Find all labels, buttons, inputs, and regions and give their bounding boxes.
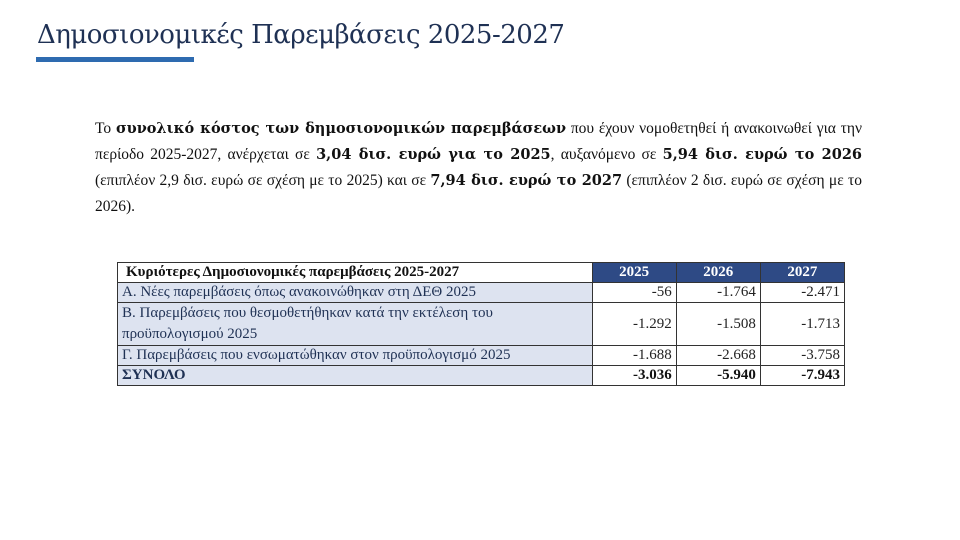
paragraph-bold-text: 5,94 δισ. ευρώ το 2026 [662,146,863,163]
table-total-row [118,366,845,386]
paragraph-bold-text: συνολικό κόστος των δημοσιονομικών παρεμβάσεων [115,120,567,137]
cell-2026: -2.668 [676,346,760,366]
paragraph-text: Το [95,120,116,137]
paragraph-text: (επιπλέον 2 δισ. ευρώ σε σχέση με το 2026). [95,172,862,215]
row-label: Β. Παρεμβάσεις που θεσμοθετήθηκαν κατά την εκτέλεση του προϋπολογισμού 2025 [118,303,593,346]
table-header-2026: 2026 [676,263,760,283]
cell-2026: -1.764 [676,283,760,303]
cell-2027: -1.713 [760,303,844,346]
total-2025: -3.036 [592,366,676,386]
interventions-table [117,262,845,386]
row-label: Γ. Παρεμβάσεις που ενσωματώθηκαν στον προϋπολογισμό 2025 [118,346,593,366]
total-2026: -5.940 [676,366,760,386]
paragraph-bold-text: 7,94 δισ. ευρώ το 2027 [430,172,623,189]
table-row [118,346,845,366]
paragraph-text: (επιπλέον 2,9 δισ. ευρώ σε σχέση με το 2025) και σε [95,172,431,189]
cell-2025: -56 [592,283,676,303]
summary-paragraph [95,116,862,220]
cell-2025: -1.688 [592,346,676,366]
cell-2027: -3.758 [760,346,844,366]
cell-2027: -2.471 [760,283,844,303]
table-row [118,303,845,346]
table-row [118,283,845,303]
total-2027: -7.943 [760,366,844,386]
row-label: Α. Νέες παρεμβάσεις όπως ανακοινώθηκαν στη ΔΕΘ 2025 [118,283,593,303]
cell-2025: -1.292 [592,303,676,346]
slide-title: Δημοσιονομικές Παρεμβάσεις 2025-2027 [37,20,565,50]
paragraph-text: που έχουν νομοθετηθεί ή ανακοινωθεί για την περίοδο 2025-2027, ανέρχεται σε [95,120,863,163]
paragraph-text: , αυξανόμενο σε [550,146,663,163]
table-header-2025: 2025 [592,263,676,283]
table-header-label: Κυριότερες Δημοσιονομικές παρεμβάσεις 2025-2027 [118,263,593,283]
cell-2026: -1.508 [676,303,760,346]
table-header-row [118,263,845,283]
paragraph-bold-text: 3,04 δισ. ευρώ για το 2025 [316,146,551,163]
table-header-2027: 2027 [760,263,844,283]
title-underline [36,57,194,62]
total-label: ΣΥΝΟΛΟ [118,366,593,386]
